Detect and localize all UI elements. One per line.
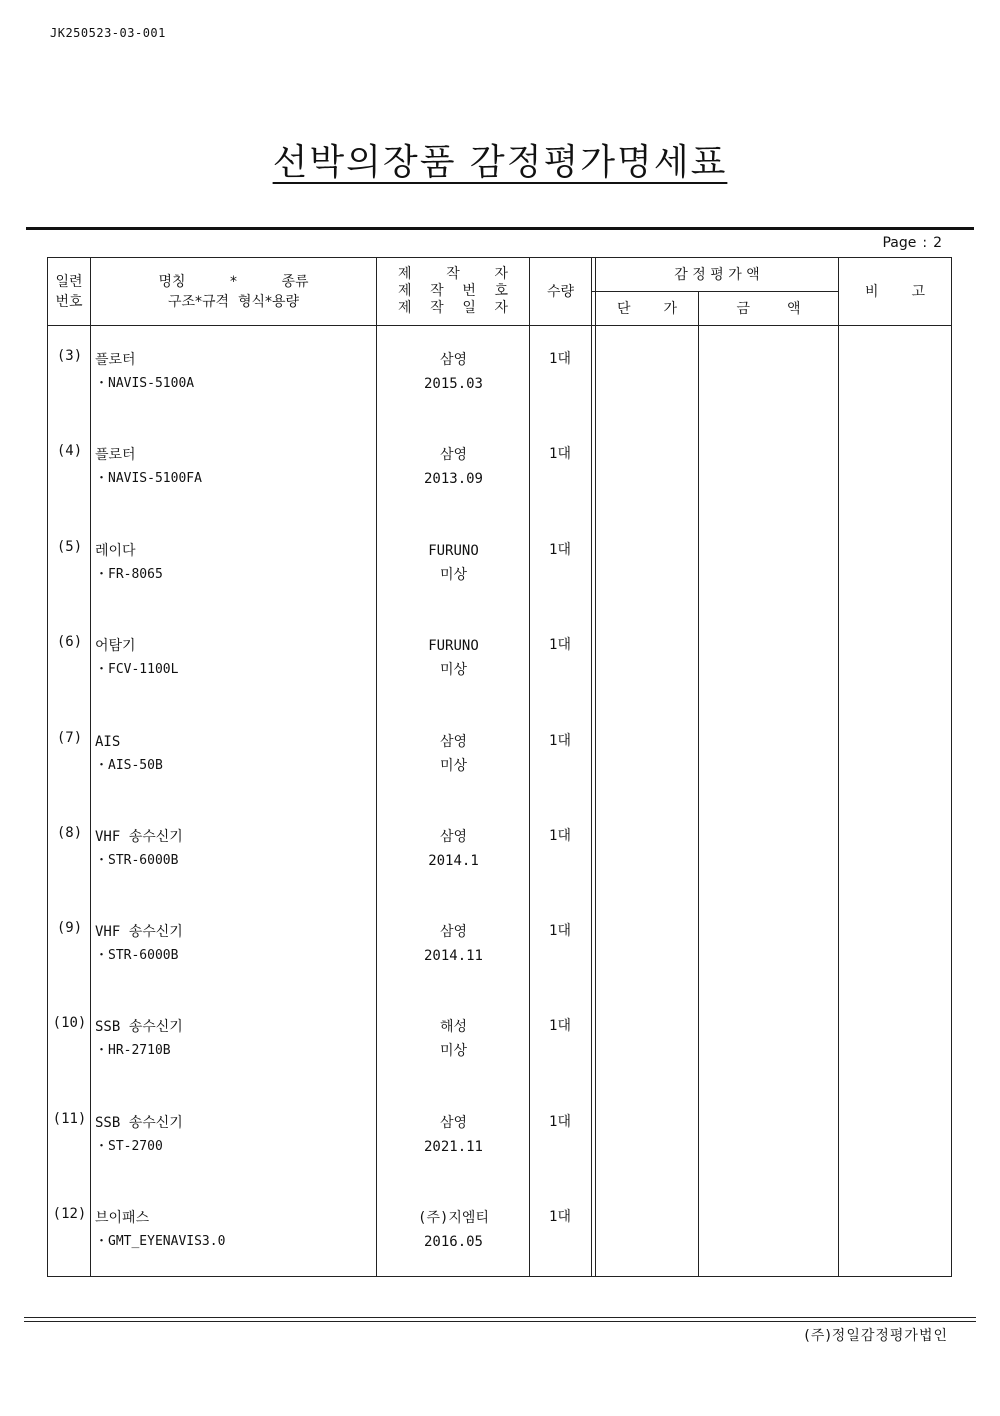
- maker-r3-3: 일: [462, 300, 476, 316]
- table-row: [48, 326, 953, 421]
- table-row: [48, 708, 953, 803]
- footer-rule: [24, 1317, 976, 1318]
- table-row: [48, 898, 953, 993]
- page-separator: :: [922, 235, 928, 251]
- maker-cell: [377, 730, 530, 778]
- item-date: 미상: [439, 1043, 468, 1059]
- maker-r3-1: 제: [398, 300, 412, 316]
- item-model: ・GMT_EYENAVIS3.0: [95, 1234, 226, 1249]
- remarks-2: 고: [911, 283, 925, 300]
- item-maker: 삼영: [439, 352, 468, 368]
- page-title: [0, 134, 1000, 185]
- maker-cell: [377, 443, 530, 491]
- footer-rule: [24, 1321, 976, 1322]
- item-maker: 해성: [439, 1019, 468, 1035]
- maker-r2-1: 제: [398, 283, 412, 299]
- header-serial-line2: 번호: [55, 293, 83, 310]
- item-name: SSB 송수신기: [95, 1115, 183, 1131]
- item-date: 2014.11: [423, 948, 483, 964]
- item-maker: (주)지엠티: [418, 1210, 489, 1226]
- amount-1: 금: [736, 300, 751, 317]
- header-appraisal: [596, 258, 838, 291]
- maker-r3-2: 작: [430, 300, 444, 316]
- item-name: VHF 송수신기: [95, 829, 183, 845]
- header-appraisal-label: 감 정 평 가 액: [674, 266, 760, 283]
- item-maker: 삼영: [439, 924, 468, 940]
- header-name: [91, 258, 376, 325]
- company-name: (주)정일감정평가법인: [804, 1328, 948, 1344]
- item-maker: FURUNO: [428, 543, 479, 559]
- header-name-star: *: [230, 273, 237, 290]
- item-model: ・NAVIS-5100A: [95, 376, 195, 391]
- item-model: ・ST-2700: [95, 1139, 163, 1154]
- header-maker: [377, 258, 529, 325]
- item-qty: 1대: [549, 542, 571, 558]
- item-name: 브이패스: [95, 1210, 150, 1226]
- unit-price-2: 가: [663, 300, 677, 317]
- item-date: 2014.1: [428, 853, 479, 869]
- item-name-cell: [95, 1111, 183, 1159]
- item-name: SSB 송수신기: [95, 1019, 183, 1035]
- header-serial: [48, 258, 90, 325]
- item-name: 어탐기: [95, 638, 136, 654]
- appraisal-table: [47, 257, 952, 1277]
- item-name-cell: [95, 443, 202, 491]
- item-maker: FURUNO: [428, 638, 479, 654]
- page-value: 2: [933, 235, 942, 251]
- row-number: (9): [56, 920, 83, 936]
- item-date: 미상: [439, 758, 468, 774]
- header-unit-price: [596, 292, 698, 325]
- row-number: (3): [56, 348, 83, 364]
- maker-cell: [377, 539, 530, 587]
- item-qty: 1대: [549, 351, 571, 367]
- item-name-cell: [95, 730, 163, 778]
- item-model: ・NAVIS-5100FA: [95, 471, 202, 486]
- page-label: Page: [882, 235, 917, 251]
- item-model: ・STR-6000B: [95, 853, 179, 868]
- item-date: 미상: [439, 662, 468, 678]
- table-row: [48, 612, 953, 707]
- maker-r2-4: 호: [494, 283, 508, 299]
- item-qty: 1대: [549, 637, 571, 653]
- page-number: [882, 235, 942, 251]
- header-qty: [530, 258, 591, 325]
- item-qty: 1대: [549, 828, 571, 844]
- header-remarks: [839, 258, 951, 325]
- row-number: (11): [52, 1111, 87, 1127]
- item-model: ・HR-2710B: [95, 1043, 171, 1058]
- maker-r2-3: 번: [462, 283, 476, 299]
- item-name-cell: [95, 1206, 225, 1254]
- maker-r1-3: 자: [494, 266, 508, 282]
- item-qty: 1대: [549, 923, 571, 939]
- item-model: ・AIS-50B: [95, 758, 163, 773]
- unit-price-1: 단: [617, 300, 631, 317]
- item-qty: 1대: [549, 1209, 571, 1225]
- maker-cell: [377, 1015, 530, 1063]
- maker-cell: [377, 634, 530, 682]
- item-name: 플로터: [95, 352, 136, 368]
- table-row: [48, 1089, 953, 1184]
- maker-r1-2: 작: [446, 266, 460, 282]
- item-name: AIS: [95, 734, 121, 750]
- header-name-a: 명칭: [158, 273, 186, 290]
- row-number: (7): [56, 730, 83, 746]
- item-date: 2013.09: [423, 471, 483, 487]
- item-name-cell: [95, 539, 163, 587]
- table-row: [48, 993, 953, 1088]
- item-maker: 삼영: [439, 1115, 468, 1131]
- amount-2: 액: [786, 300, 801, 317]
- maker-cell: [377, 1111, 530, 1159]
- item-name-cell: [95, 634, 178, 682]
- row-number: (5): [56, 539, 83, 555]
- row-number: (10): [52, 1015, 87, 1031]
- item-qty: 1대: [549, 733, 571, 749]
- title-text: 선박의장품 감정평가명세표: [272, 142, 728, 183]
- item-name-cell: [95, 920, 183, 968]
- item-qty: 1대: [549, 446, 571, 462]
- maker-cell: [377, 825, 530, 873]
- item-model: ・FCV-1100L: [95, 662, 179, 677]
- item-name-cell: [95, 825, 183, 873]
- maker-cell: [377, 920, 530, 968]
- item-name: 레이다: [95, 543, 136, 559]
- maker-r1-1: 제: [398, 266, 412, 282]
- item-date: 2021.11: [423, 1139, 483, 1155]
- table-row: [48, 421, 953, 516]
- maker-r3-4: 자: [494, 300, 508, 316]
- maker-r2-2: 작: [430, 283, 444, 299]
- header-serial-line1: 일련: [55, 273, 83, 290]
- item-maker: 삼영: [439, 734, 468, 750]
- header-amount: [699, 292, 838, 325]
- row-number: (12): [52, 1206, 87, 1222]
- item-model: ・STR-6000B: [95, 948, 179, 963]
- header-qty-label: 수량: [546, 283, 575, 300]
- item-qty: 1대: [549, 1018, 571, 1034]
- table-row: [48, 1184, 953, 1279]
- maker-cell: [377, 348, 530, 396]
- item-date: 2016.05: [423, 1234, 483, 1250]
- item-date: 2015.03: [423, 376, 483, 392]
- row-number: (8): [56, 825, 83, 841]
- row-number: (6): [56, 634, 83, 650]
- item-name: VHF 송수신기: [95, 924, 183, 940]
- table-row: [48, 517, 953, 612]
- item-name-cell: [95, 1015, 183, 1063]
- item-maker: 삼영: [439, 829, 468, 845]
- row-number: (4): [56, 443, 83, 459]
- table-row: [48, 803, 953, 898]
- item-name-cell: [95, 348, 194, 396]
- item-maker: 삼영: [439, 447, 468, 463]
- header-spec: 구조*규격 형식*용량: [167, 293, 300, 310]
- header-name-b: 종류: [281, 273, 309, 290]
- item-name: 플로터: [95, 447, 136, 463]
- item-date: 미상: [439, 567, 468, 583]
- remarks-1: 비: [865, 283, 879, 300]
- top-rule: [26, 227, 974, 230]
- item-qty: 1대: [549, 1114, 571, 1130]
- maker-cell: [377, 1206, 530, 1254]
- document-id: JK250523-03-001: [50, 26, 166, 40]
- item-model: ・FR-8065: [95, 567, 163, 582]
